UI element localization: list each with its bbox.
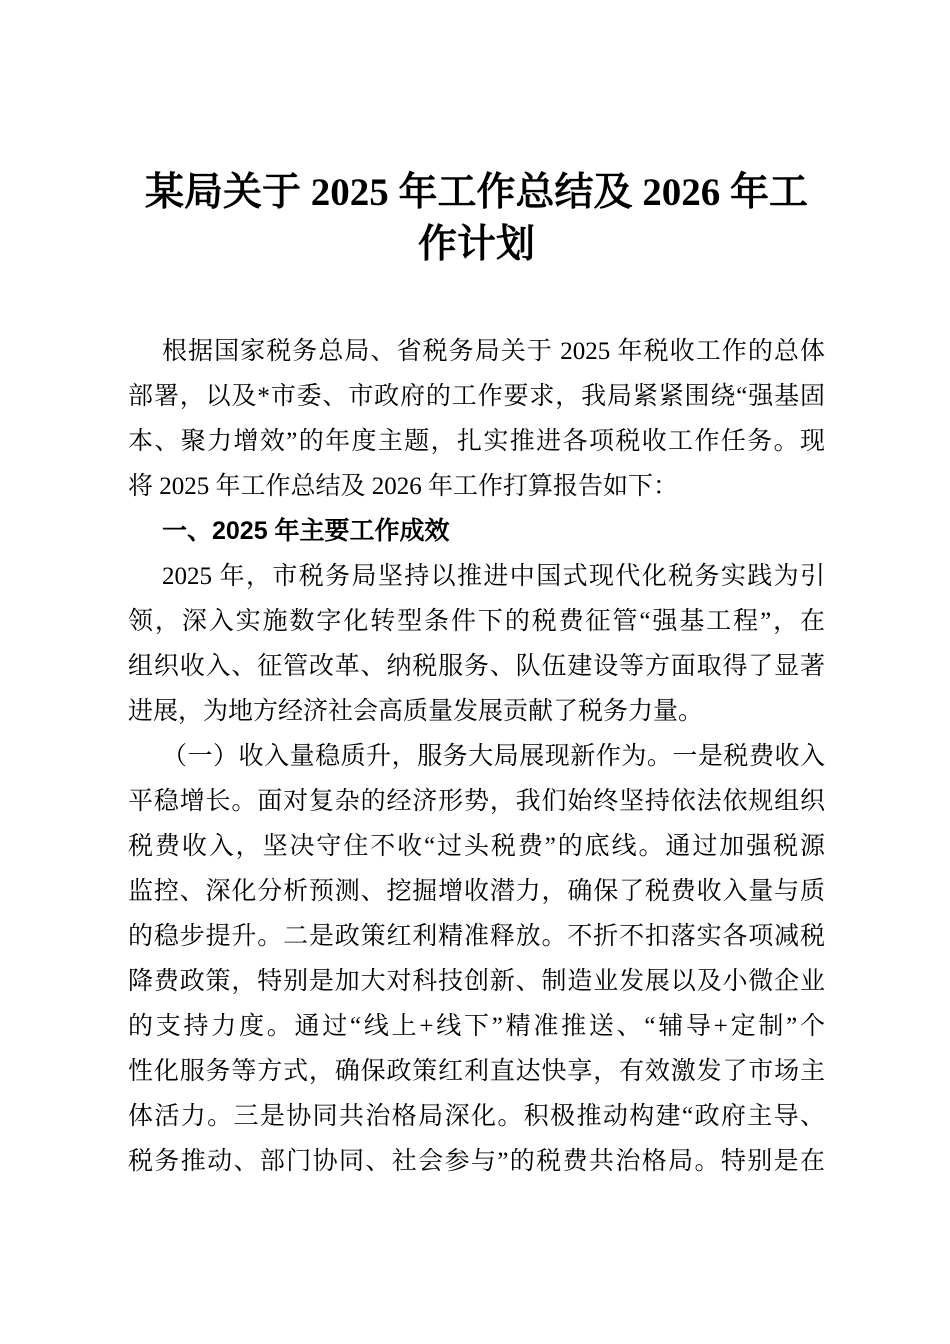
text-line: 性化服务等方式，确保政策红利直达快享，有效激发了市场主 bbox=[128, 1058, 825, 1085]
text-line: 监控、深化分析预测、挖掘增收潜力，确保了税费收入量与质 bbox=[128, 878, 825, 905]
text-line: 的稳步提升。二是政策红利精准释放。不折不扣落实各项减税 bbox=[128, 923, 825, 950]
document-title bbox=[128, 167, 825, 271]
text-line: 组织收入、征管改革、纳税服务、队伍建设等方面取得了显著 bbox=[128, 653, 825, 680]
text-line: 领，深入实施数字化转型条件下的税费征管“强基工程”，在 bbox=[128, 608, 825, 635]
title-line-2: 作计划 bbox=[417, 223, 535, 266]
text-line: 进展，为地方经济社会高质量发展贡献了税务力量。 bbox=[128, 698, 704, 725]
text-line: 2025 年，市税务局坚持以推进中国式现代化税务实践为引 bbox=[162, 563, 825, 590]
text-line: （一）收入量稳质升，服务大局展现新作为。一是税费收入 bbox=[162, 743, 825, 770]
text-line: 税务推动、部门协同、社会参与”的税费共治格局。特别是在 bbox=[128, 1148, 825, 1175]
text-line: 的支持力度。通过“线上+线下”精准推送、“辅导+定制”个 bbox=[128, 1013, 825, 1040]
document-body bbox=[128, 329, 825, 1184]
title-line-1: 某局关于 2025 年工作总结及 2026 年工 bbox=[144, 171, 808, 214]
paragraph-intro bbox=[128, 329, 825, 509]
text-line: 税费收入，坚决守住不收“过头税费”的底线。通过加强税源 bbox=[128, 833, 825, 860]
text-line: 将 2025 年工作总结及 2026 年工作打算报告如下： bbox=[128, 473, 679, 500]
text-line: 平稳增长。面对复杂的经济形势，我们始终坚持依法依规组织 bbox=[128, 788, 825, 815]
text-line: 降费政策，特别是加大对科技创新、制造业发展以及小微企业 bbox=[128, 968, 825, 995]
text-line: 根据国家税务总局、省税务局关于 2025 年税收工作的总体 bbox=[162, 338, 825, 365]
text-line: 本、聚力增效”的年度主题，扎实推进各项税收工作任务。现 bbox=[128, 428, 825, 455]
section-heading-1 bbox=[128, 509, 825, 554]
paragraph-section-1-1 bbox=[128, 734, 825, 1184]
heading-line: 一、2025 年主要工作成效 bbox=[162, 517, 450, 545]
text-line: 部署，以及*市委、市政府的工作要求，我局紧紧围绕“强基固 bbox=[128, 383, 825, 410]
paragraph-overview bbox=[128, 554, 825, 734]
text-line: 体活力。三是协同共治格局深化。积极推动构建“政府主导、 bbox=[128, 1103, 825, 1130]
